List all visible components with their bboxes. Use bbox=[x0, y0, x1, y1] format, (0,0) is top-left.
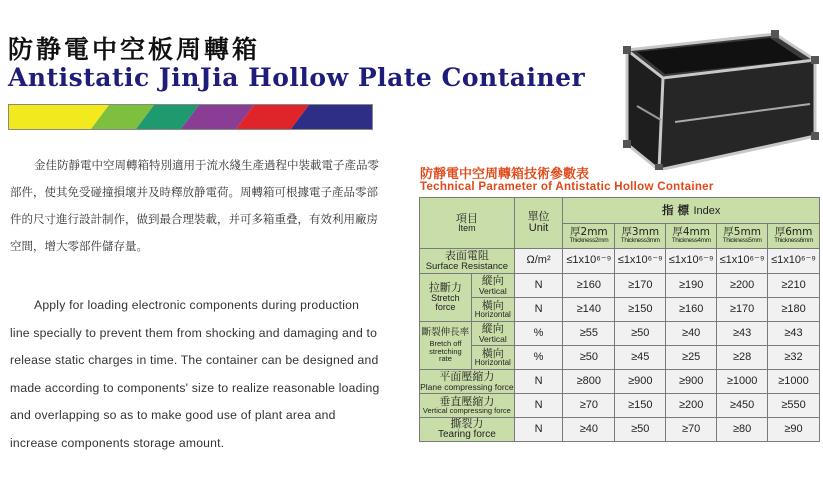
header-item: 項目 Item bbox=[420, 198, 515, 249]
value-cell: ≥70 bbox=[666, 418, 717, 442]
value-cell: ≤1x10⁶⁻⁹ bbox=[615, 249, 666, 274]
unit-cell: N bbox=[514, 394, 563, 418]
table-title-chinese: 防靜電中空周轉箱技術參數表 bbox=[420, 167, 590, 182]
row-label-stretch-force: 拉斷力 Stretch force bbox=[420, 274, 472, 322]
value-cell: ≥55 bbox=[563, 322, 615, 346]
value-cell: ≥50 bbox=[615, 322, 666, 346]
value-cell: ≥90 bbox=[768, 418, 820, 442]
value-cell: ≥80 bbox=[717, 418, 768, 442]
value-cell: ≥43 bbox=[717, 322, 768, 346]
row-label-tearing-force: 撕裂力 Tearing force bbox=[420, 418, 515, 442]
value-cell: ≥1000 bbox=[768, 370, 820, 394]
header-thickness-4mm: 厚4mm Thickness4mm bbox=[666, 224, 717, 249]
intro-paragraph-chinese: 金佳防靜電中空周轉箱特別適用于流水綫生產過程中裝載電子產品零部件，使其免受碰撞損壞并及時釋放静電荷。周轉箱可根據電子產品零部件的尺寸進行設計制作，做到最合理裝載，并可多箱重叠，有效利用廠房空間，增大零部件儲存量。 bbox=[10, 158, 379, 253]
value-cell: ≥190 bbox=[666, 274, 717, 298]
value-cell: ≥45 bbox=[615, 346, 666, 370]
technical-parameter-table bbox=[419, 197, 820, 442]
decorative-color-bar bbox=[8, 104, 373, 130]
table-row bbox=[420, 298, 820, 322]
sublabel-vertical: 縱向 Vertical bbox=[471, 274, 514, 298]
header-thickness-5mm: 厚5mm Thickness5mm bbox=[717, 224, 768, 249]
table-row bbox=[420, 249, 820, 274]
value-cell: ≥800 bbox=[563, 370, 615, 394]
value-cell: ≥70 bbox=[563, 394, 615, 418]
value-cell: ≤1x10⁶⁻⁹ bbox=[768, 249, 820, 274]
unit-cell: N bbox=[514, 370, 563, 394]
value-cell: ≥160 bbox=[666, 298, 717, 322]
table-row bbox=[420, 322, 820, 346]
value-cell: ≤1x10⁶⁻⁹ bbox=[563, 249, 615, 274]
value-cell: ≥40 bbox=[563, 418, 615, 442]
header-index: 指 標 Index bbox=[563, 198, 820, 224]
value-cell: ≥150 bbox=[615, 394, 666, 418]
value-cell: ≥170 bbox=[717, 298, 768, 322]
unit-cell: % bbox=[514, 322, 563, 346]
unit-cell: N bbox=[514, 418, 563, 442]
table-title-english: Technical Parameter of Antistatic Hollow Container bbox=[420, 181, 714, 193]
header-thickness-3mm: 厚3mm Thickness3mm bbox=[615, 224, 666, 249]
value-cell: ≥50 bbox=[563, 346, 615, 370]
value-cell: ≤1x10⁶⁻⁹ bbox=[717, 249, 768, 274]
row-label-stretching-rate: 斷裂伸長率 Bretch off stretching rate bbox=[420, 322, 472, 370]
value-cell: ≥450 bbox=[717, 394, 768, 418]
sublabel-horizontal: 橫向 Horizontal bbox=[471, 346, 514, 370]
value-cell: ≥160 bbox=[563, 274, 615, 298]
value-cell: ≤1x10⁶⁻⁹ bbox=[666, 249, 717, 274]
value-cell: ≥32 bbox=[768, 346, 820, 370]
table-row bbox=[420, 346, 820, 370]
intro-paragraph-english: Apply for loading electronic components during production line specially to prevent them from shocking and damaging and to release static charges in time. The container can be designed and made according to components' size to realize reasonable loading and overlapping so as to make good use of plant area and increase components storage amount. bbox=[10, 298, 380, 450]
unit-cell: Ω/m² bbox=[514, 249, 563, 274]
unit-cell: N bbox=[514, 298, 563, 322]
value-cell: ≥200 bbox=[717, 274, 768, 298]
value-cell: ≥25 bbox=[666, 346, 717, 370]
header-unit: 單位 Unit bbox=[514, 198, 563, 249]
row-label-vertical-compressing: 垂直壓縮力 Vertical compressing force bbox=[420, 394, 515, 418]
unit-cell: N bbox=[514, 274, 563, 298]
value-cell: ≥150 bbox=[615, 298, 666, 322]
sublabel-horizontal: 橫向 Horizontal bbox=[471, 298, 514, 322]
value-cell: ≥550 bbox=[768, 394, 820, 418]
value-cell: ≥900 bbox=[615, 370, 666, 394]
header-thickness-6mm: 厚6mm Thickness6mm bbox=[768, 224, 820, 249]
value-cell: ≥50 bbox=[615, 418, 666, 442]
value-cell: ≥180 bbox=[768, 298, 820, 322]
table-row bbox=[420, 394, 820, 418]
value-cell: ≥1000 bbox=[717, 370, 768, 394]
table-row bbox=[420, 418, 820, 442]
row-label-surface-resistance: 表面電阻 Surface Resistance bbox=[420, 249, 515, 274]
value-cell: ≥40 bbox=[666, 322, 717, 346]
value-cell: ≥210 bbox=[768, 274, 820, 298]
page-title-english: Antistatic JinJia Hollow Plate Container bbox=[8, 63, 586, 92]
unit-cell: % bbox=[514, 346, 563, 370]
table-row bbox=[420, 370, 820, 394]
value-cell: ≥43 bbox=[768, 322, 820, 346]
value-cell: ≥28 bbox=[717, 346, 768, 370]
value-cell: ≥140 bbox=[563, 298, 615, 322]
header-thickness-2mm: 厚2mm Thickness2mm bbox=[563, 224, 615, 249]
value-cell: ≥170 bbox=[615, 274, 666, 298]
row-label-plane-compressing: 平面壓縮力 Plane compressing force bbox=[420, 370, 514, 392]
table-row bbox=[420, 274, 820, 298]
sublabel-vertical: 縱向 Vertical bbox=[471, 322, 514, 346]
value-cell: ≥200 bbox=[666, 394, 717, 418]
container-product-image bbox=[615, 20, 820, 170]
value-cell: ≥900 bbox=[666, 370, 717, 394]
page-title-chinese: 防静電中空板周轉箱 bbox=[8, 35, 261, 64]
